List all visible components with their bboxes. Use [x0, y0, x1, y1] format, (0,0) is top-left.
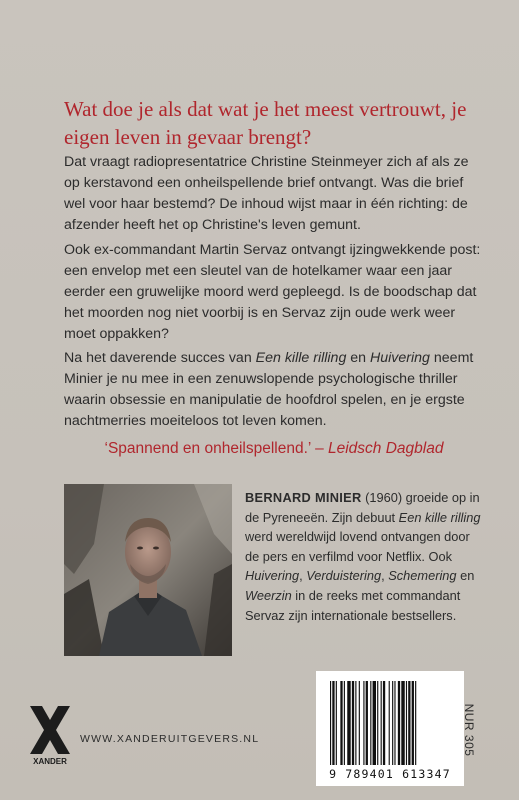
- nur-code-text: NUR 305: [462, 703, 476, 757]
- author-portrait-image: [64, 484, 232, 656]
- bio-text: ,: [299, 568, 307, 584]
- book-title: Weerzin: [245, 587, 292, 603]
- barcode-bar: [344, 681, 345, 765]
- quote-source: Leidsch Dagblad: [328, 440, 444, 457]
- barcode-bar: [398, 681, 400, 765]
- barcode-bar: [370, 681, 371, 765]
- barcode-bar: [340, 681, 342, 765]
- barcode-bar: [359, 681, 360, 765]
- logo-text: XANDER: [33, 757, 67, 766]
- blurb-paragraph-1: Dat vraagt radiopresentatrice Christine Steinmeyer zich af als ze op kerstavond een onheilspellende brief ontvangt. Was die brief wel voor haar bestemd? De inhoud wijst maar in één richting: de afzender heeft het op Christine's leven gemunt.: [64, 154, 469, 233]
- barcode-bar: [408, 681, 410, 765]
- barcode-bar: [415, 681, 416, 765]
- bio-text: (1960) groeide op in de Pyreneeën. Zijn debuut: [245, 490, 480, 525]
- book-title: Een kille rilling: [255, 350, 347, 366]
- blurb-paragraph-2: Ook ex-commandant Martin Servaz ontvangt ijzingwekkende post: een envelop met een sleutel van de hotelkamer waar een jaar eerder een gruwelijke moord werd gepleegd. Is de boodschap dat het moorden nog niet voorbij is en Servaz zijn oude werk weer moet oppakken?: [64, 242, 481, 342]
- barcode-bar: [347, 681, 350, 765]
- isbn-number: 9 789401 613347: [329, 767, 451, 781]
- barcode-bar: [352, 681, 354, 765]
- nur-code: [461, 690, 477, 770]
- cover-headline: Wat doe je als dat wat je het meest vertrouwt, je eigen leven in gevaar brengt?: [64, 97, 467, 149]
- quote-text: ‘Spannend en onheilspellend.’ –: [104, 440, 328, 457]
- barcode-bar: [383, 681, 385, 765]
- blurb-text: neemt Minier je nu mee in een zenuwslopende psychologische thriller waarin obsessie en manipulatie de hoofdrol spelen, en je ergste nachtmerries moeiteloos tot leven komen.: [64, 350, 474, 429]
- barcode-bar: [363, 681, 364, 765]
- barcode-bar: [394, 681, 395, 765]
- bio-text: ,: [381, 568, 389, 584]
- barcode-bar: [373, 681, 376, 765]
- bio-text: werd wereldwijd lovend ontvangen door de pers en verfilmd voor Netflix. Ook: [245, 529, 470, 564]
- book-title: Verduistering: [306, 568, 382, 584]
- publisher-website[interactable]: WWW.XANDERUITGEVERS.NL: [80, 733, 260, 745]
- barcode-label: [316, 671, 464, 786]
- blurb-text: en: [346, 350, 371, 366]
- author-name: BERNARD MINIER: [245, 490, 362, 505]
- barcode-bar: [389, 681, 390, 765]
- barcode-bar: [336, 681, 337, 765]
- book-title: Huivering: [370, 350, 430, 366]
- author-bio: [245, 488, 485, 625]
- author-photo: [64, 484, 232, 656]
- barcode-bar: [392, 681, 393, 765]
- barcode-bar: [406, 681, 407, 765]
- barcode-bar: [377, 681, 378, 765]
- barcode-bar: [401, 681, 404, 765]
- barcode-bar: [412, 681, 414, 765]
- bio-text: in de reeks met commandant Servaz zijn internationale bestsellers.: [245, 587, 461, 623]
- barcode-bar: [332, 681, 334, 765]
- bio-text: en: [456, 568, 475, 584]
- isbn-barcode: [328, 681, 452, 765]
- barcode-bar: [366, 681, 368, 765]
- xander-logo: [28, 700, 72, 766]
- blurb-text: Na het daverende succes van: [64, 350, 256, 366]
- book-title: Huivering: [245, 568, 300, 584]
- press-quote: [64, 440, 484, 458]
- barcode-bar: [381, 681, 382, 765]
- barcode-bar: [355, 681, 356, 765]
- barcode-bar: [330, 681, 331, 765]
- book-title: Schemering: [388, 568, 457, 584]
- blurb-paragraph-3: [64, 348, 484, 432]
- book-title: Een kille rilling: [398, 509, 481, 525]
